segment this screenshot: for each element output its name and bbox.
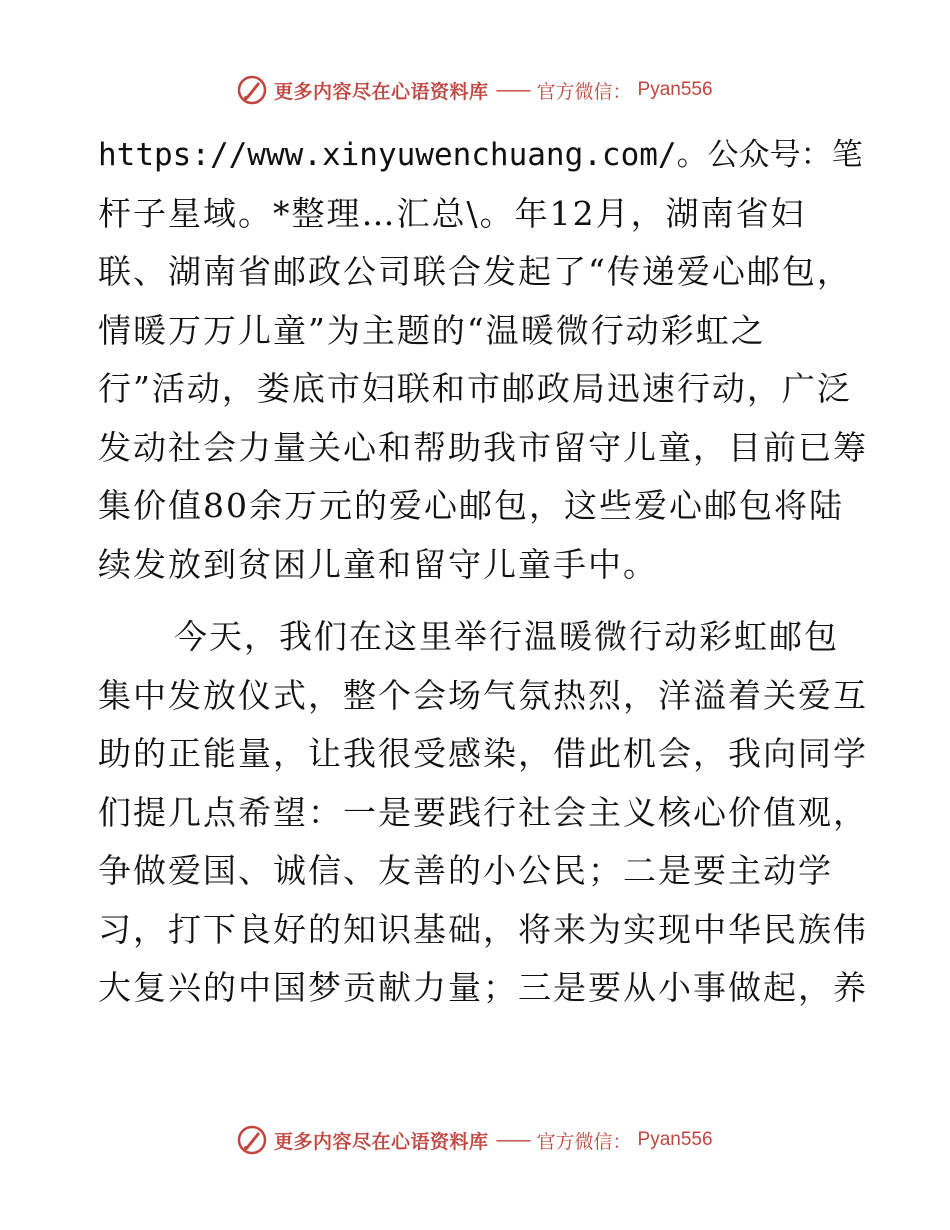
- banner-wechat-id: Pyan556: [637, 1129, 713, 1150]
- text-line: 情暖万万儿童”为主题的“温暖微行动彩虹之: [98, 310, 766, 350]
- text-line: 们提几点希望：一是要践行社会主义核心价值观，: [98, 792, 868, 832]
- text-line: 集价值80余万元的爱心邮包，这些爱心邮包将陆: [98, 486, 844, 525]
- text-line: 大复兴的中国梦贡献力量；三是要从小事做起，养: [98, 968, 868, 1007]
- text-line: 今天，我们在这里举行温暖微行动彩虹邮包: [174, 617, 839, 656]
- banner-wechat-id: Pyan556: [637, 79, 713, 100]
- paragraph-spacer: [98, 594, 858, 608]
- text-line: 杆子星域。*整理…汇总\。年12月，湖南省妇: [98, 193, 806, 233]
- text-line: 续发放到贫困儿童和留守儿童手中。: [98, 544, 658, 584]
- text-line: 行”活动，娄底市妇联和市邮政局迅速行动，广泛: [98, 369, 852, 408]
- text-line: 集中发放仪式，整个会场气氛热烈，洋溢着关爱互: [98, 675, 868, 715]
- paragraph-1: [98, 126, 868, 594]
- banner-label: 官方微信：: [536, 1130, 632, 1153]
- header-banner: [236, 74, 713, 106]
- banner-dash: ——: [495, 79, 530, 101]
- quill-pen-logo-icon: [236, 74, 268, 106]
- footer-banner: [236, 1124, 713, 1156]
- text-line: 助的正能量，让我很受感染，借此机会，我向同学: [98, 734, 868, 773]
- text-line: 发动社会力量关心和帮助我市留守儿童，目前已筹: [98, 427, 868, 467]
- banner-dash: ——: [495, 1129, 530, 1151]
- paragraph-2: [98, 608, 868, 1018]
- banner-brand-text: 更多内容尽在心语资料库: [274, 80, 489, 103]
- text-line: https://www.xinyuwenchuang.com/。公众号：笔: [98, 137, 863, 173]
- quill-pen-logo-icon: [236, 1124, 268, 1156]
- text-line: 争做爱国、诚信、友善的小公民；二是要主动学: [98, 851, 833, 890]
- document-body: [98, 126, 868, 1018]
- text-line: 联、湖南省邮政公司联合发起了“传递爱心邮包，: [98, 252, 852, 291]
- banner-label: 官方微信：: [536, 80, 632, 103]
- banner-brand-text: 更多内容尽在心语资料库: [274, 1130, 489, 1153]
- text-line: 习，打下良好的知识基础，将来为实现中华民族伟: [98, 909, 868, 949]
